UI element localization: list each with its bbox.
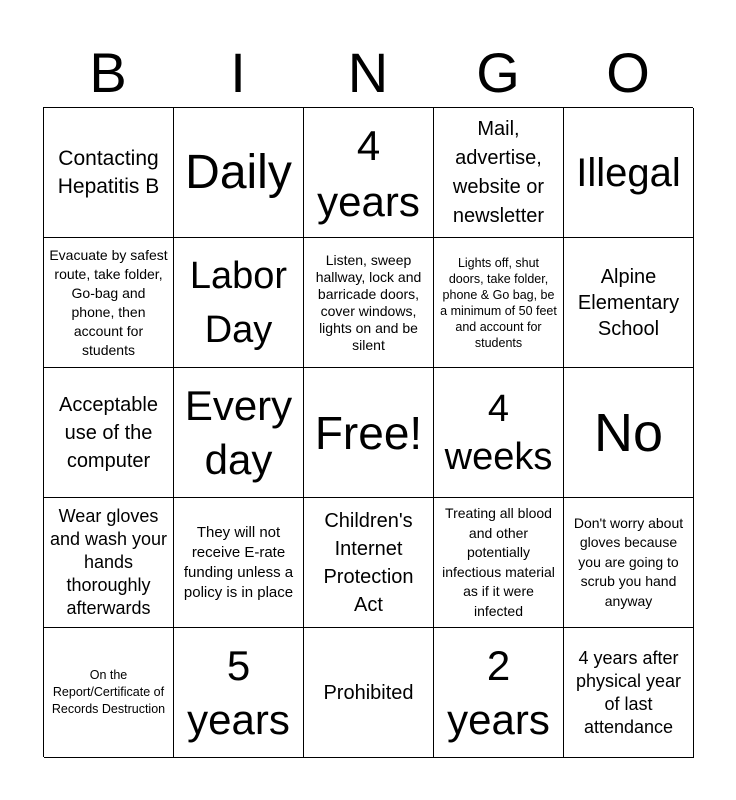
bingo-cell-r5-c5[interactable] [564, 628, 694, 758]
bingo-cell-r2-c2[interactable] [174, 238, 304, 368]
bingo-cell-r5-c1[interactable] [44, 628, 174, 758]
cell-text: Alpine Elementary School [577, 265, 680, 340]
header-letter-b: B [89, 41, 127, 104]
bingo-cell-r1-c3[interactable] [304, 108, 434, 238]
cell-text: 4 years after physical year of last attendance [575, 647, 682, 737]
bingo-cell-r4-c1[interactable] [44, 498, 174, 628]
cell-text: Contacting Hepatitis B [57, 146, 160, 198]
bingo-cell-r3-c3[interactable] [304, 368, 434, 498]
cell-text: Mail, advertise, website or newsletter [452, 117, 545, 227]
cell-text: Lights off, shut doors, take folder, phone & Go bag, be a minimum of 50 feet and account for students [440, 255, 557, 350]
cell-text: Wear gloves and wash your hands thoroughly afterwards [49, 506, 168, 618]
bingo-cell-r1-c4[interactable] [434, 108, 564, 238]
cell-text: Free! [314, 406, 423, 459]
bingo-header [43, 42, 693, 104]
bingo-cell-r5-c4[interactable] [434, 628, 564, 758]
cell-text: Acceptable use of the computer [59, 393, 158, 472]
bingo-cell-r4-c2[interactable] [174, 498, 304, 628]
bingo-cell-r4-c4[interactable] [434, 498, 564, 628]
bingo-cell-r5-c2[interactable] [174, 628, 304, 758]
cell-text: 4 years [317, 121, 420, 225]
cell-text: No [593, 402, 664, 463]
cell-text: Every day [184, 381, 293, 483]
cell-text: Children's Internet Protection Act [323, 509, 414, 616]
bingo-cell-r2-c3[interactable] [304, 238, 434, 368]
bingo-cell-r2-c1[interactable] [44, 238, 174, 368]
cell-text: Don't worry about gloves because you are going to scrub you hand anyway [573, 514, 684, 609]
bingo-cell-r1-c1[interactable] [44, 108, 174, 238]
cell-text: On the Report/Certificate of Records Destruction [51, 668, 166, 716]
bingo-cell-r1-c5[interactable] [564, 108, 694, 238]
cell-text: 5 years [187, 641, 290, 743]
bingo-cell-r4-c3[interactable] [304, 498, 434, 628]
cell-text: Daily [185, 145, 292, 199]
bingo-cell-r5-c3[interactable] [304, 628, 434, 758]
bingo-grid [43, 107, 693, 757]
cell-text: Evacuate by safest route, take folder, Go-bag and phone, then account for students [49, 246, 168, 358]
header-letter-o: O [606, 41, 650, 104]
bingo-cell-r4-c5[interactable] [564, 498, 694, 628]
cell-text: Illegal [576, 150, 681, 195]
bingo-cell-r3-c5[interactable] [564, 368, 694, 498]
header-letter-i: I [230, 41, 246, 104]
cell-text: Treating all blood and other potentially infectious material as if it were infected [442, 505, 555, 619]
header-letter-g: G [476, 41, 520, 104]
bingo-cell-r3-c4[interactable] [434, 368, 564, 498]
cell-text: Labor Day [189, 254, 288, 351]
cell-text: Prohibited [323, 681, 414, 704]
bingo-cell-r3-c2[interactable] [174, 368, 304, 498]
cell-text: 4 weeks [444, 387, 553, 478]
bingo-cell-r3-c1[interactable] [44, 368, 174, 498]
bingo-cell-r1-c2[interactable] [174, 108, 304, 238]
cell-text: 2 years [447, 641, 550, 743]
header-letter-n: N [347, 41, 389, 104]
bingo-cell-r2-c5[interactable] [564, 238, 694, 368]
bingo-cell-r2-c4[interactable] [434, 238, 564, 368]
cell-text: They will not receive E-rate funding unless a policy is in place [183, 523, 294, 601]
cell-text: Listen, sweep hallway, lock and barricade doors, cover windows, lights on and be silent [315, 251, 422, 353]
